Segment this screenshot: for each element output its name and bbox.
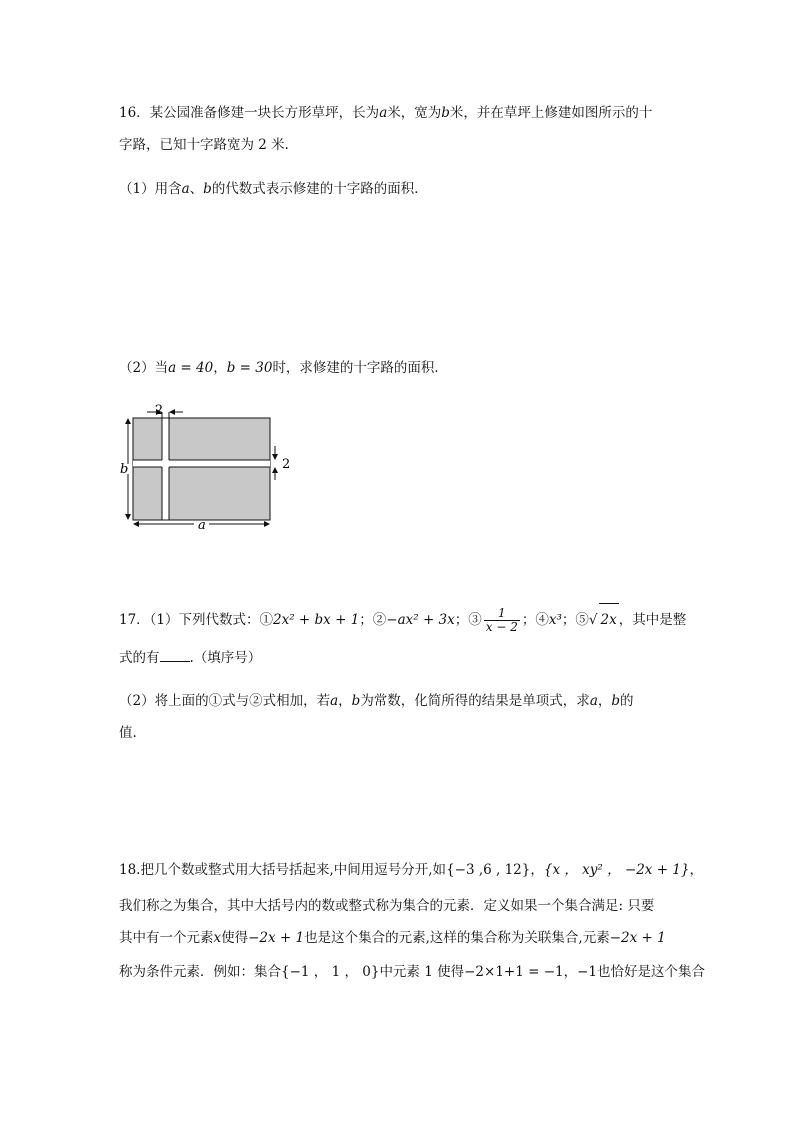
example-expr: −2×1+1 = −1 xyxy=(464,964,564,980)
q18-text: 也恰好是这个集合 xyxy=(597,964,706,980)
q18-text: 其中有一个元素 xyxy=(119,930,214,946)
var-b: b xyxy=(611,693,621,709)
separator: ， xyxy=(530,862,544,878)
q18-text: 也是这个集合的元素,这样的集合称为关联集合,元素 xyxy=(304,930,610,946)
equation-a: a = 40 xyxy=(168,360,214,376)
separator: ；⑤ xyxy=(561,612,589,628)
q16-text: 16．某公园准备修建一块长方形草坪，长为 xyxy=(119,105,380,121)
separator: ；③ xyxy=(454,612,482,628)
q17-part2-line1 xyxy=(119,691,679,711)
answer-blank[interactable] xyxy=(160,647,190,662)
horizontal-road xyxy=(133,460,270,467)
separator: ， xyxy=(563,964,578,980)
var-b: b xyxy=(351,693,361,709)
q18-line1 xyxy=(119,860,703,880)
separator: ；② xyxy=(359,612,387,628)
set-example-1: {−3 ,6 , 12} xyxy=(446,862,531,878)
q16-part2-text: 时，求修建的十字路的面积． xyxy=(272,360,448,376)
q16-part2-text: （2）当 xyxy=(119,360,169,376)
figure-svg xyxy=(119,404,299,534)
condition-expr: −2x + 1 xyxy=(609,930,666,946)
condition-expr: −2x + 1 xyxy=(248,930,305,946)
separator: ；④ xyxy=(521,612,549,628)
separator: ， xyxy=(597,693,612,709)
separator: ， xyxy=(338,693,352,709)
q18-text: 使得 xyxy=(221,930,249,946)
q17-text: ，其中是整 xyxy=(618,612,687,628)
label-b: b xyxy=(120,462,129,477)
label-right-2: 2 xyxy=(282,457,291,472)
set-example-2: {x ， xy² ， −2x + 1} xyxy=(543,862,690,878)
lawn-crossroad-figure xyxy=(119,404,299,534)
expr-3-fraction xyxy=(484,607,520,634)
fraction-denominator: x − 2 xyxy=(485,620,518,634)
separator: ， xyxy=(689,862,703,878)
var-x: x xyxy=(213,930,222,946)
example-value: −1 xyxy=(577,964,598,980)
q17-part2-line2: 值. xyxy=(119,725,137,741)
q16-text: 米，并在草坪上修建如图所示的十 xyxy=(449,105,653,121)
equation-b: b = 30 xyxy=(226,360,273,376)
var-a: a xyxy=(379,105,388,121)
q17-line1 xyxy=(119,603,687,635)
var-a: a xyxy=(181,181,190,197)
expr-1: 2x² + bx + 1 xyxy=(273,612,360,628)
q18-text: 中元素 1 使得 xyxy=(379,964,465,980)
q16-part1-text: （1）用含 xyxy=(119,181,182,197)
expr-5: 2x xyxy=(599,603,619,636)
var-a: a xyxy=(589,693,598,709)
q17-text: 17．（1）下列代数式：① xyxy=(119,612,274,628)
q18-line2: 我们称之为集合，其中大括号内的数或整式称为集合的元素．定义如果一个集合满足: 只要 xyxy=(119,898,655,914)
q18-text: 18.把几个数或整式用大括号括起来,中间用逗号分开,如 xyxy=(119,862,447,878)
fraction-numerator: 1 xyxy=(484,607,520,621)
q16-line1 xyxy=(119,103,679,123)
vertical-road xyxy=(162,418,169,520)
expr-4: x³ xyxy=(548,612,562,628)
separator: ， xyxy=(213,360,227,376)
q18-text: 称为条件元素．例如：集合 xyxy=(119,964,281,980)
separator: 、 xyxy=(189,181,204,197)
example-set: {−1 ， 1 ， 0} xyxy=(281,964,380,980)
q17-part2-text: 的 xyxy=(620,693,634,709)
q17-text: .（填序号） xyxy=(189,650,262,666)
q16-text: 米，宽为 xyxy=(387,105,442,121)
label-top-2: 2 xyxy=(154,404,164,418)
q18-line3 xyxy=(119,928,679,948)
q17-part2-text: 为常数，化简所得的结果是单项式，求 xyxy=(360,693,590,709)
lawn-rect xyxy=(133,418,270,520)
q17-part2-text: （2）将上面的①式与②式相加，若 xyxy=(119,693,331,709)
q16-part1-text: 的代数式表示修建的十字路的面积． xyxy=(211,181,428,197)
q16-part2 xyxy=(119,358,679,378)
var-a: a xyxy=(330,693,339,709)
q17-text: 式的有 xyxy=(119,650,160,666)
q18-line4 xyxy=(119,962,706,982)
expr-2: −ax² + 3x xyxy=(386,612,455,628)
label-a: a xyxy=(198,518,206,533)
q16-part1 xyxy=(119,179,679,199)
q17-line2 xyxy=(119,647,679,668)
sqrt-icon: √ xyxy=(588,612,598,628)
var-b: b xyxy=(441,105,450,121)
q16-line2: 字路，已知十字路宽为 2 米． xyxy=(119,137,299,153)
var-b: b xyxy=(203,181,212,197)
